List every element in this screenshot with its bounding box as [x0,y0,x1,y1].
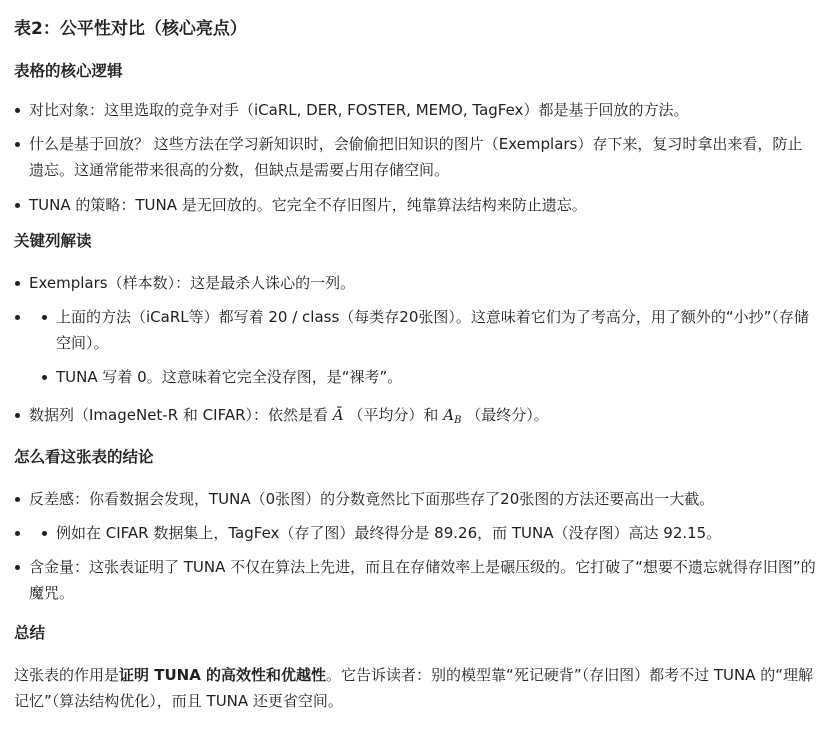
text: （平均分）和 [348,406,439,424]
list-item: TUNA 写着 0。这意味着它完全没存图，是“裸考”。 [41,364,817,390]
list-item: 含金量：这张表证明了 TUNA 不仅在算法上先进，而且在存储效率上是碾压级的。它打破了“想要不遗忘就得存旧图”的魔咒。 [14,554,817,606]
list-item: 上面的方法（iCaRL等）都写着 20 / class（每类存20张图）。这意味着它们为了考高分，用了额外的“小抄”（存储空间）。 [41,304,817,356]
text: （最终分）。 [466,406,549,424]
summary-emphasis: 证明 TUNA 的高效性和优越性 [119,666,327,684]
list-item-nested [14,520,817,546]
section-heading-conclusion: 怎么看这张表的结论 [14,448,154,466]
list-item: 反差感：你看数据会发现，TUNA（0张图）的分数竟然比下面那些存了20张图的方法还要高出一大截。 [14,486,817,512]
logic-list [14,97,817,218]
list-item: 例如在 CIFAR 数据集上，TagFex（存了图）最终得分是 89.26，而 TUNA（没存图）高达 92.15。 [41,520,817,546]
conclusion-list [14,486,817,606]
math-a-bar: Ā [332,406,344,424]
columns-list [14,270,817,434]
sub-list [41,520,817,546]
text: 数据列（ImageNet-R 和 CIFAR）：依然是看 [29,406,329,424]
list-item-nested [14,304,817,390]
page-title: 表2：公平性对比（核心亮点） [14,19,247,39]
list-item: TUNA 的策略：TUNA 是无回放的。它完全不存旧图片，纯靠算法结构来防止遗忘。 [14,192,817,218]
section-heading-summary: 总结 [14,624,46,642]
summary-paragraph: 这张表的作用是证明 TUNA 的高效性和优越性。它告诉读者：别的模型靠“死记硬背”（存旧图）都考不过 TUNA 的“理解记忆”（算法结构优化），而且 TUNA 还更省空间。 [14,666,814,710]
section-heading-logic: 表格的核心逻辑 [14,62,123,80]
math-a-b: $A_B$ [443,406,462,426]
list-item: Exemplars（样本数）：这是最杀人诛心的一列。 [14,270,817,296]
section-heading-columns: 关键列解读 [14,232,92,250]
list-item [14,402,817,434]
list-item: 什么是基于回放？ 这些方法在学习新知识时，会偷偷把旧知识的图片（Exemplars）存下来，复习时拿出来看，防止遗忘。这通常能带来很高的分数，但缺点是需要占用存储空间。 [14,131,817,183]
list-item: 对比对象：这里选取的竞争对手（iCaRL, DER, FOSTER, MEMO, TagFex）都是基于回放的方法。 [14,97,817,123]
sub-list [41,304,817,390]
